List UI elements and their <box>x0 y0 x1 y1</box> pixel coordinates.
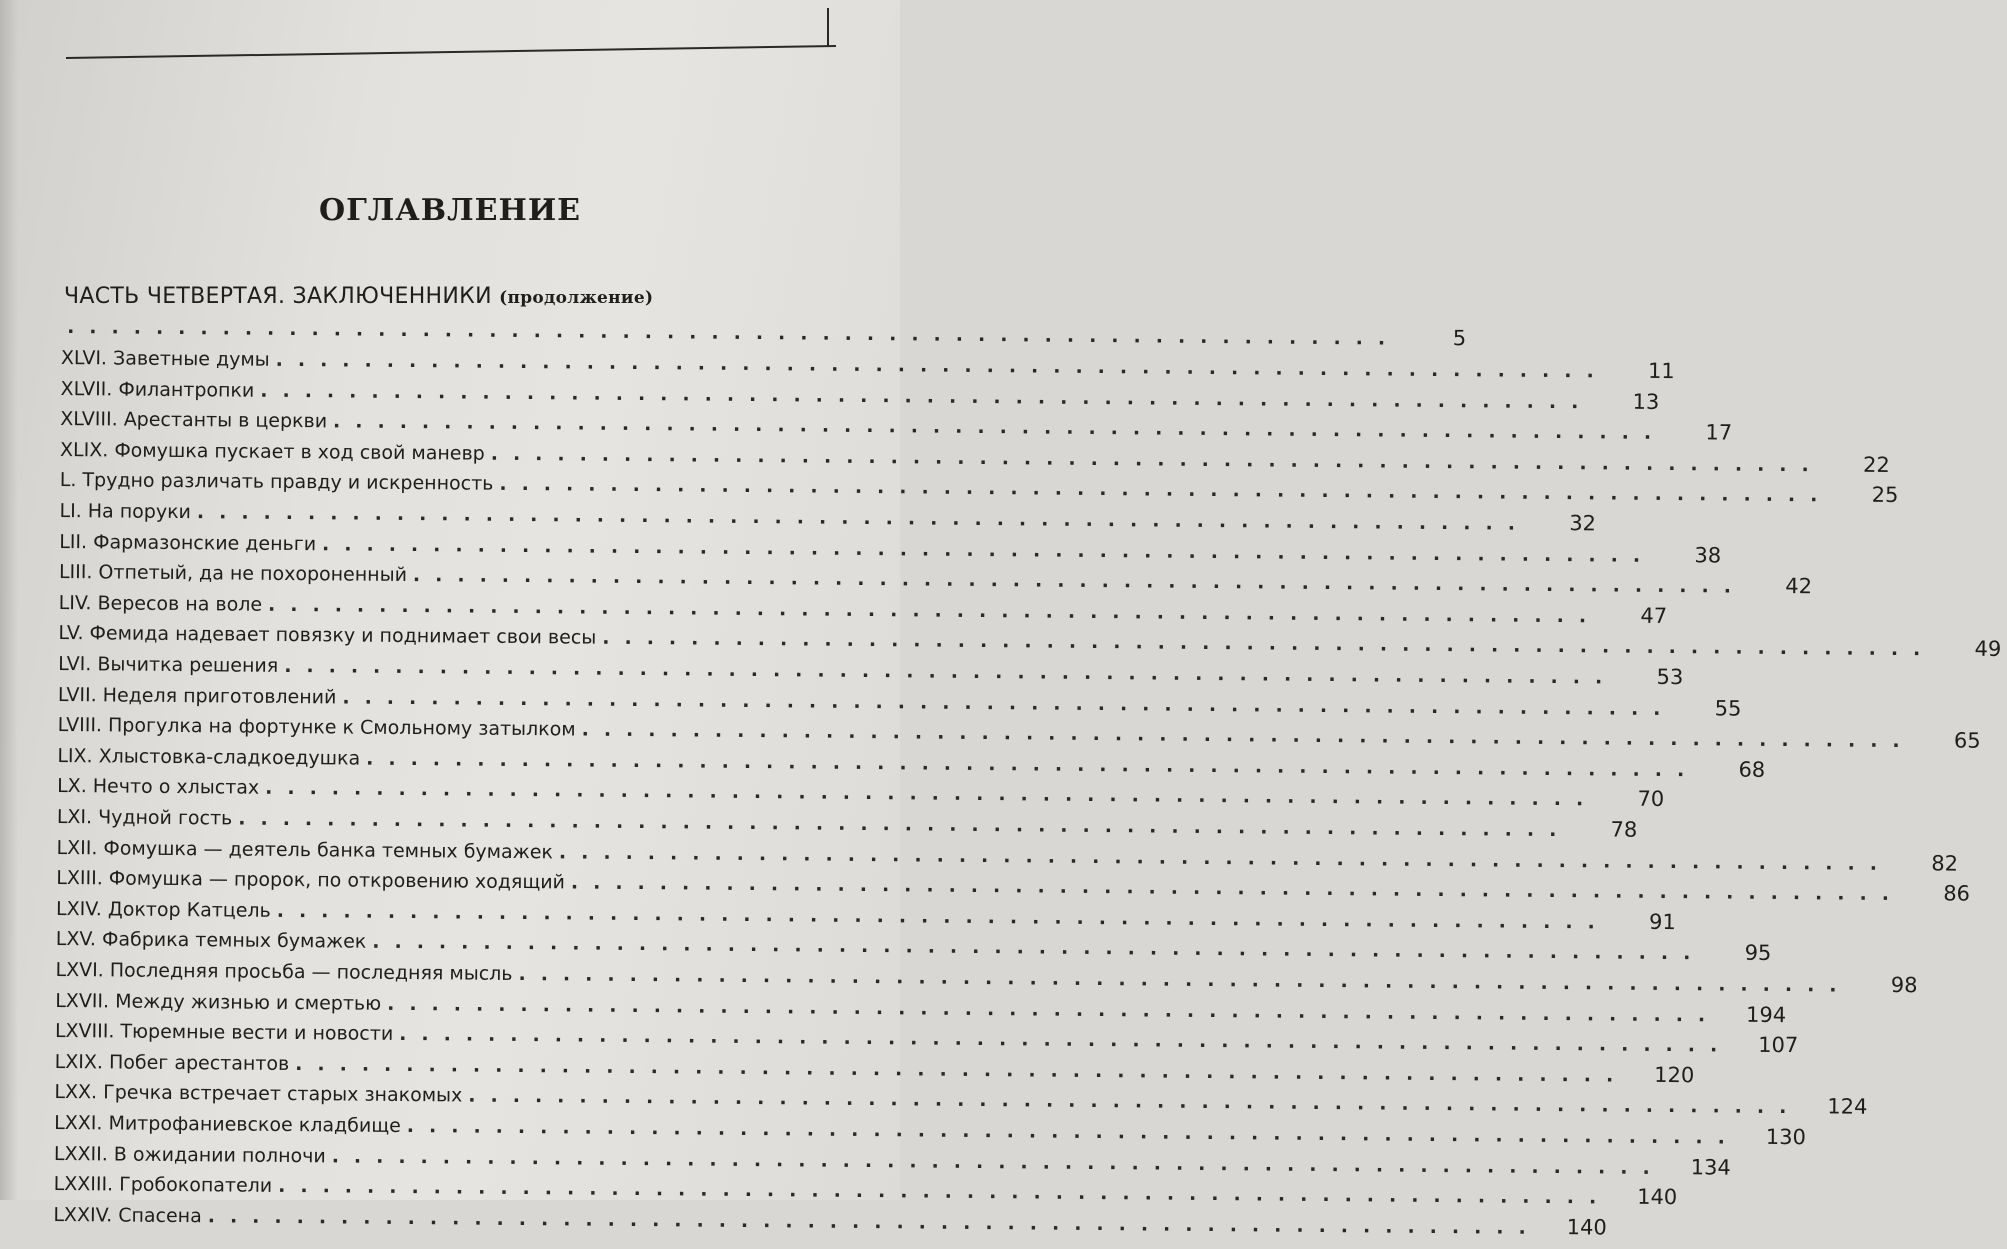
dot-leader: ............................................................ <box>406 1115 1740 1149</box>
toc-page-number: 140 <box>1637 1184 1678 1210</box>
dot-leader: ............................................................ <box>399 1023 1733 1057</box>
toc-page-number: 11 <box>1647 358 1675 384</box>
toc-page-number: 38 <box>1694 542 1722 568</box>
top-border-rule <box>66 8 836 60</box>
toc-page-number: 25 <box>1871 483 1899 508</box>
part-title: ЧАСТЬ ЧЕТВЕРТАЯ. ЗАКЛЮЧЕННИКИ <box>64 284 492 309</box>
toc-entry-title: LXVII. Между жизнью и смертью <box>55 989 382 1015</box>
toc-entry-title: LXIV. Доктор Катцель <box>55 897 271 922</box>
toc-page-number: 134 <box>1690 1154 1731 1180</box>
dot-leader: ............................................................ <box>558 840 1893 875</box>
part-heading <box>64 284 844 309</box>
toc-entry-title: L. Трудно различать правду и искренность <box>59 469 494 496</box>
dot-leader: ............................................................ <box>278 1175 1612 1209</box>
toc-entry-title: XLVII. Филантропки <box>60 377 255 402</box>
toc-entry-title: LX. Нечто о хлыстах <box>57 775 260 800</box>
toc-row <box>53 1202 1607 1240</box>
toc-page-number: 47 <box>1640 603 1668 628</box>
toc-entry-title: LXXII. В ожидании полночи <box>53 1142 326 1167</box>
dot-leader: ............................................................ <box>196 501 1531 535</box>
dot-leader: ............................................................ <box>265 777 1599 811</box>
dot-leader: ............................................................ <box>67 316 1401 350</box>
toc-page-number: 120 <box>1654 1062 1695 1088</box>
toc-page-number: 49 <box>1974 637 2002 662</box>
toc-entry-title: LIV. Вересов на воле <box>58 591 263 616</box>
dot-leader: ............................................................ <box>490 442 1824 477</box>
part-continuation: (продолжение) <box>499 288 654 308</box>
toc-entry-title: LXI. Чудной гость <box>56 805 233 830</box>
toc-entry-title: LXVI. Последняя просьба — последняя мысль <box>55 958 513 985</box>
toc-page-number: 13 <box>1632 389 1660 414</box>
dot-leader: ............................................................ <box>372 931 1706 965</box>
toc-page-number: 95 <box>1744 941 1772 966</box>
dot-leader: ............................................................ <box>275 348 1609 383</box>
toc-entry-title: LV. Фемида надевает повязку и поднимает свои весы <box>58 622 597 650</box>
toc-page-number: 65 <box>1953 728 1981 753</box>
toc-entry-title: LXV. Фабрика темных бумажек <box>55 928 367 954</box>
toc-entry-title: LXIII. Фомушка — пророк, по откровению ходящий <box>56 867 566 894</box>
dot-leader: ............................................................ <box>518 963 1852 997</box>
toc-page-number: 68 <box>1738 757 1766 782</box>
toc-entry-title: LXXIII. Гробокопатели <box>53 1173 273 1198</box>
toc-entry-title: LXXI. Митрофаниевское кладбище <box>54 1111 401 1137</box>
binding-shadow <box>0 0 18 1200</box>
toc-entry-title: LXXIV. Спасена <box>53 1203 202 1228</box>
toc-page-number: 130 <box>1765 1124 1806 1150</box>
toc-page-number: 22 <box>1862 452 1890 477</box>
dot-leader: ............................................................ <box>295 1052 1629 1087</box>
toc-page-number: 91 <box>1648 909 1676 934</box>
dot-leader: ............................................................ <box>387 992 1721 1027</box>
dot-leader: ............................................................ <box>570 871 1905 906</box>
dot-leader: ............................................................ <box>331 1144 1665 1179</box>
toc-page-number: 82 <box>1931 850 1959 876</box>
toc-entry-title: LXVIII. Тюремные вести и новости <box>54 1020 394 1046</box>
toc-entry-title: LVIII. Прогулка на фортунке к Смольному затылком <box>57 714 576 741</box>
dot-leader: ............................................................ <box>602 627 1936 661</box>
toc-page-number: 78 <box>1610 817 1638 842</box>
page-title: ОГЛАВЛЕНИЕ <box>318 193 582 228</box>
toc-entry-title: XLVI. Заветные думы <box>60 346 270 371</box>
toc-page-number: 32 <box>1569 511 1597 536</box>
toc-entry-title: LXX. Гречка встречает старых знакомых <box>54 1081 463 1107</box>
dot-leader: ............................................................ <box>333 410 1667 445</box>
toc-page-number: 5 <box>1452 326 1467 351</box>
toc-page-number: 53 <box>1656 664 1684 690</box>
dot-leader: ............................................................ <box>322 532 1656 567</box>
toc-page-number: 140 <box>1566 1214 1607 1240</box>
toc-entry-title: LVI. Вычитка решения <box>58 652 279 677</box>
toc-page-number: 124 <box>1827 1094 1868 1120</box>
toc-entry-title: LXIX. Побег арестантов <box>54 1050 290 1075</box>
dot-leader: ............................................................ <box>468 1084 1802 1119</box>
toc-page-number: 42 <box>1785 574 1813 599</box>
dot-leader: ............................................................ <box>284 654 1618 689</box>
toc-page-number: 98 <box>1890 972 1918 998</box>
dot-leader: ............................................................ <box>207 1205 1541 1239</box>
dot-leader: ............................................................ <box>238 807 1572 842</box>
toc-entry-title: LII. Фармазонские деньги <box>59 530 317 555</box>
toc-entry-title: XLVIII. Арестанты в церкви <box>60 408 328 433</box>
dot-leader: ............................................................ <box>412 564 1747 598</box>
dot-leader: ............................................................ <box>267 593 1602 628</box>
toc-page-number: 86 <box>1943 881 1971 906</box>
toc-entry-title: LXII. Фомушка — деятель банка темных бумажек <box>56 836 554 863</box>
toc-page-number: 55 <box>1714 696 1742 721</box>
dot-leader: ............................................................ <box>342 686 1676 720</box>
toc-page-number: 70 <box>1637 787 1665 812</box>
dot-leader: ............................................................ <box>260 379 1594 413</box>
toc-entry-title: LIX. Хлыстовка-сладкоедушка <box>57 744 361 770</box>
toc-entry-title: XLIX. Фомушка пускает в ход свой маневр <box>59 438 485 465</box>
toc-entry-title: LIII. Отпетый, да не похороненный <box>58 561 408 587</box>
dot-leader: ............................................................ <box>366 747 1700 782</box>
toc-page-number: 194 <box>1745 1002 1787 1027</box>
dot-leader: ............................................................ <box>499 473 1833 507</box>
dot-leader: ............................................................ <box>581 718 1915 753</box>
toc-entry-title: LVII. Неделя приготовлений <box>57 683 337 708</box>
toc-page-number: 107 <box>1758 1033 1799 1058</box>
dot-leader: ............................................................ <box>276 899 1610 934</box>
toc-page-number: 17 <box>1705 420 1733 445</box>
toc-entry-title: LI. На поруки <box>59 499 192 524</box>
